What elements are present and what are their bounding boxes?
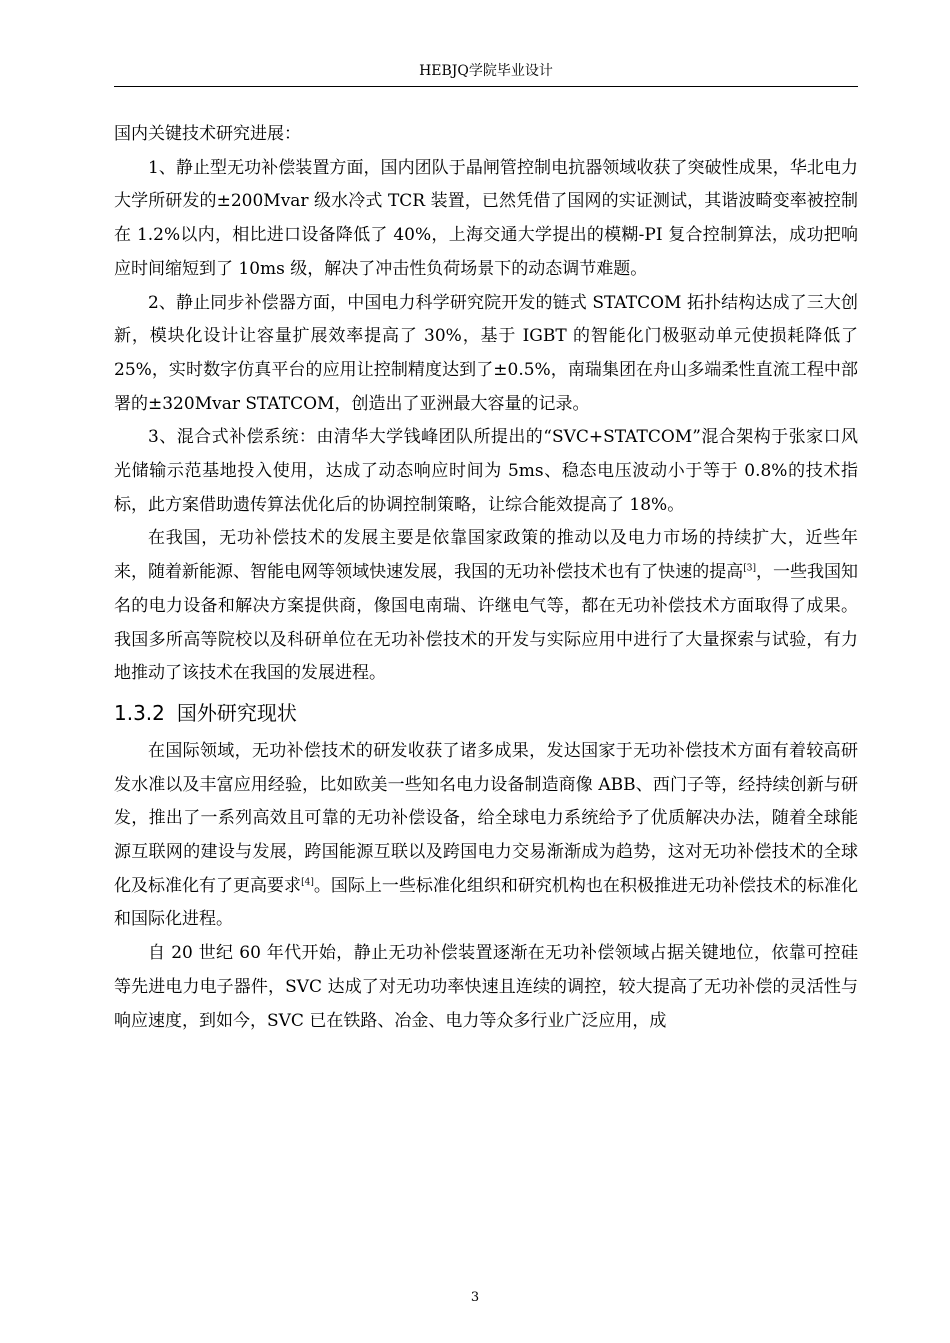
paragraph-hybrid: 3、混合式补偿系统：由清华大学钱峰团队所提出的“SVC+STATCOM”混合架构于张家口风光储输示范基地投入使用，达成了动态响应时间为 5ms、稳态电压波动小于等于 0.8%的技术指标，此方案借助遗传算法优化后的协调控制策略，让综合能效提高了 18%。 (114, 427, 858, 515)
section-heading (114, 695, 858, 731)
paragraph-svc: 1、静止型无功补偿装置方面，国内团队于晶闸管控制电抗器领域收获了突破性成果，华北电力大学所研发的±200Mvar 级水冷式 TCR 装置，已然凭借了国网的实证测试，其谐波畸变率被控制在 1.2%以内，相比进口设备降低了 40%，上海交通大学提出的模糊-PI 复合控制算法，成功把响应时间缩短到了 10ms 级，解决了冲击性负荷场景下的动态调节难题。 (114, 157, 858, 279)
document-body (114, 118, 858, 1038)
header-rule (114, 86, 858, 87)
citation-4: [4] (301, 877, 314, 888)
page-header: HEBJQ学院毕业设计 (419, 63, 553, 79)
paragraph-domestic-text-b: ，一些我国知名的电力设备和解决方案提供商，像国电南瑞、许继电气等，都在无功补偿技术方面取得了成果。我国多所高等院校以及科研单位在无功补偿技术的开发与实际应用中进行了大量探索与试验，有力地推动了该技术在我国的发展进程。 (114, 562, 859, 684)
paragraph-domestic (114, 522, 858, 691)
page-number: 3 (470, 1290, 480, 1305)
paragraph-international-text-a: 在国际领域，无功补偿技术的研发收获了诸多成果，发达国家于无功补偿技术方面有着较高研发水准以及丰富应用经验，比如欧美一些知名电力设备制造商像 ABB、西门子等，经持续创新与研发，推出了一系列高效且可靠的无功补偿设备，给全球电力系统给予了优质解决办法，随着全球能源互联网的建设与发展，跨国能源互联以及跨国电力交易渐渐成为趋势，这对无功补偿技术的全球化及标准化有了更高要求 (114, 740, 858, 896)
paragraph-statcom: 2、静止同步补偿器方面，中国电力科学研究院开发的链式 STATCOM 拓扑结构达成了三大创新，模块化设计让容量扩展效率提高了 30%，基于 IGBT 的智能化门极驱动单元使损耗降低了 25%，实时数字仿真平台的应用让控制精度达到了±0.5%，南瑞集团在舟山多端柔性直流工程中部署的±320Mvar STATCOM，创造出了亚洲最大容量的记录。 (114, 292, 858, 414)
paragraph-history: 自 20 世纪 60 年代开始，静止无功补偿装置逐渐在无功补偿领域占据关键地位，依靠可控硅等先进电力电子器件，SVC 达成了对无功功率快速且连续的调控，较大提高了无功补偿的灵活性与响应速度，到如今，SVC 已在铁路、冶金、电力等众多行业广泛应用，成 (114, 943, 858, 1031)
citation-3: [3] (743, 563, 756, 574)
paragraph-international-text-b: 。国际上一些标准化组织和研究机构也在积极推进无功补偿技术的标准化和国际化进程。 (114, 875, 859, 930)
paragraph-domestic-text-a: 在我国，无功补偿技术的发展主要是依靠国家政策的推动以及电力市场的持续扩大，近些年来，随着新能源、智能电网等领域快速发展，我国的无功补偿技术也有了快速的提高 (114, 528, 858, 583)
intro-line: 国内关键技术研究进展： (114, 124, 301, 144)
paragraph-international (114, 735, 858, 937)
section-number: 1.3.2 (114, 700, 165, 725)
section-title: 国外研究现状 (176, 700, 297, 725)
